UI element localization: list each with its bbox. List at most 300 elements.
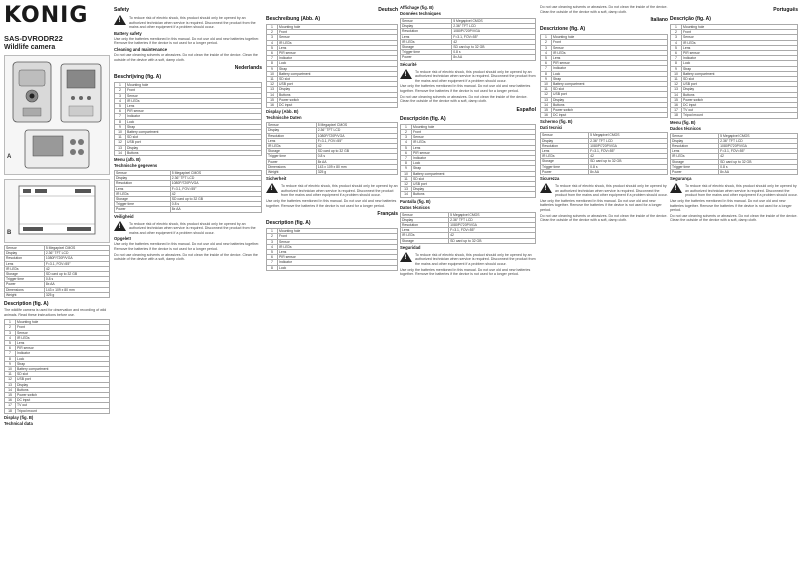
table-cell: 6: [267, 255, 278, 260]
table-cell: Display: [682, 87, 798, 92]
table-cell: 10: [541, 82, 552, 87]
table-cell: Strap: [278, 66, 398, 71]
table-cell: 3: [401, 135, 412, 140]
table-cell: 8x AA: [719, 170, 798, 175]
table-cell: DC input: [552, 113, 668, 118]
table-cell: Mounting hole: [278, 25, 398, 30]
table-cell: Trigger time: [401, 50, 452, 55]
table-cell: DC input: [278, 103, 398, 108]
table-cell: 14: [671, 92, 682, 97]
italian-safety-heading: Sicurezza: [540, 176, 560, 182]
table-cell: 4: [5, 335, 16, 340]
table-cell: Trigger time: [541, 164, 589, 169]
table-cell: Front: [278, 234, 398, 239]
table-cell: 9: [267, 66, 278, 71]
table-cell: 1: [671, 25, 682, 30]
table-cell: 2.36" TFT LCD: [449, 217, 536, 222]
table-cell: 7: [267, 56, 278, 61]
table-cell: 0.8 s: [316, 154, 397, 159]
german-heading: Beschreibung (Abb. A): [266, 16, 320, 22]
table-cell: Resolution: [5, 256, 45, 261]
table-cell: 5 Megapixel CMOS: [170, 171, 261, 176]
table-cell: 1080P/720P/VGA: [589, 143, 668, 148]
table-cell: 1: [115, 83, 126, 88]
dutch-warning: [114, 221, 262, 236]
table-cell: Mounting hole: [278, 229, 398, 234]
table-row: [541, 169, 668, 174]
table-cell: Front: [16, 325, 110, 330]
table-cell: Front: [278, 30, 398, 35]
table-cell: 17: [5, 403, 16, 408]
table-cell: 6: [541, 61, 552, 66]
table-cell: 10: [401, 171, 412, 176]
table-cell: Display: [552, 97, 668, 102]
table-row: [541, 113, 668, 118]
table-cell: Battery compartment: [278, 71, 398, 76]
table-cell: 2.36" TFT LCD: [44, 251, 109, 256]
french-menu-heading: Affichage (fig. B): [400, 5, 434, 10]
table-cell: 12: [115, 140, 126, 145]
table-cell: Indicator: [16, 351, 110, 356]
table-cell: 14: [267, 92, 278, 97]
table-cell: Lock: [552, 71, 668, 76]
table-cell: 325 g: [316, 170, 397, 175]
table-cell: IR LEDs: [126, 98, 262, 103]
battery-text: Use only the batteries mentioned in this manual. Do not use old and new batteries together. Remove the batteries if the device is not used for a longer period.: [114, 36, 260, 46]
table-cell: Indicator: [278, 56, 398, 61]
table-cell: Lens: [401, 228, 449, 233]
table-cell: 1080P/720P/VGA: [316, 133, 397, 138]
table-cell: Power switch: [278, 97, 398, 102]
table-cell: 8x AA: [316, 159, 397, 164]
cleaning-text: Do not use cleaning solvents or abrasives. Do not clean the inside of the device. Clean the outside of the device with a soft, damp cloth.: [114, 52, 258, 62]
dutch-battery-text: Use only the batteries mentioned in this manual. Do not use old and new batteries together. Remove the batteries if the device is not used for a longer period.: [114, 242, 260, 251]
table-cell: Power: [5, 282, 45, 287]
table-cell: Lock: [682, 61, 798, 66]
table-cell: Sensor: [278, 35, 398, 40]
table-cell: Resolution: [267, 133, 317, 138]
table-cell: 7: [5, 351, 16, 356]
table-cell: Front: [126, 88, 262, 93]
product-name: Wildlife camera: [4, 44, 56, 51]
table-cell: Weight: [5, 292, 45, 297]
table-cell: 17: [671, 108, 682, 113]
italian-tech-heading: Dati tecnici: [540, 125, 563, 131]
italian-header: Italiano: [650, 17, 668, 24]
table-cell: 13: [671, 87, 682, 92]
dutch-menu-heading: Menu (afb. B): [114, 157, 141, 162]
table-cell: Display: [115, 176, 171, 181]
table-cell: 7: [267, 260, 278, 265]
table-cell: Front: [682, 30, 798, 35]
table-cell: USB port: [126, 140, 262, 145]
german-tech-heading: Technische Daten: [266, 115, 302, 121]
table-cell: 8: [115, 119, 126, 124]
table-cell: Lens: [412, 145, 536, 150]
table-cell: Mounting hole: [16, 320, 110, 325]
table-cell: Storage: [115, 197, 171, 202]
table-cell: 8: [5, 356, 16, 361]
table-cell: TV out: [682, 108, 798, 113]
figure-a: [4, 55, 110, 175]
table-cell: 143 x 109 x 80 mm: [44, 287, 109, 292]
italian-battery-text: Use only the batteries mentioned in this manual. Do not use old and new batteries together. Remove the batteries if the device is not used for a longer period.: [540, 198, 662, 213]
table-cell: 6: [5, 346, 16, 351]
german-safety-heading: Sicherheit: [266, 176, 287, 182]
portuguese-parts-table: [670, 24, 798, 119]
cleaning-heading: Cleaning and maintenance: [114, 46, 168, 52]
table-cell: Buttons: [412, 192, 536, 197]
spanish-parts-table: [400, 124, 536, 198]
table-cell: 7: [541, 66, 552, 71]
table-cell: 325 g: [44, 292, 109, 297]
table-cell: PIR sensor: [126, 109, 262, 114]
table-cell: Sensor: [126, 93, 262, 98]
table-cell: Dimensions: [5, 287, 45, 292]
table-cell: Buttons: [552, 102, 668, 107]
table-cell: 7: [401, 156, 412, 161]
table-cell: Front: [552, 40, 668, 45]
portuguese-cleaning-text: Do not use cleaning solvents or abrasives. Do not clean the inside of the device. Clean the outside of the device with a soft, damp cloth.: [670, 213, 798, 223]
table-cell: Dimensions: [267, 164, 317, 169]
table-cell: 8: [401, 161, 412, 166]
table-cell: 5: [401, 145, 412, 150]
spanish-battery-text: Use only the batteries mentioned in this manual. Do not use old and new batteries together. Remove the batteries if the device is not used for a longer period.: [400, 267, 531, 277]
table-cell: Strap: [126, 124, 262, 129]
table-cell: 15: [671, 97, 682, 102]
table-cell: USB port: [412, 182, 536, 187]
table-cell: Power switch: [552, 108, 668, 113]
table-cell: SD slot: [412, 176, 536, 181]
table-cell: Lock: [412, 161, 536, 166]
table-cell: 12: [401, 182, 412, 187]
table-cell: DC input: [16, 398, 110, 403]
warning-icon: !: [400, 252, 412, 262]
german-spec-table: [266, 122, 398, 175]
table-cell: Resolution: [115, 181, 171, 186]
table-cell: Display: [541, 138, 589, 143]
model-number: SAS-DVRODR22: [4, 34, 63, 43]
german-parts-table: [266, 24, 398, 108]
table-cell: IR LEDs: [412, 140, 536, 145]
table-cell: 0.8 s: [44, 277, 109, 282]
french-tech-heading: Données techniques: [400, 11, 441, 16]
spanish-header: Español: [516, 106, 536, 113]
table-cell: Battery compartment: [412, 171, 536, 176]
table-cell: Trigger time: [267, 154, 317, 159]
table-cell: 4: [401, 140, 412, 145]
table-cell: 42: [719, 154, 798, 159]
table-cell: Storage: [401, 45, 452, 50]
table-cell: 2: [401, 129, 412, 134]
table-cell: 3: [267, 239, 278, 244]
dutch-cleaning-text: Do not use cleaning solvents or abrasives. Do not clean the inside of the device. Clean the outside of the device with a soft, damp cloth.: [114, 252, 258, 262]
table-cell: Lens: [682, 45, 798, 50]
table-cell: 13: [401, 187, 412, 192]
table-cell: IR LEDs: [278, 40, 398, 45]
table-cell: Indicator: [552, 66, 668, 71]
table-cell: Storage: [5, 272, 45, 277]
italian-parts-table: [540, 34, 668, 118]
table-cell: Trigger time: [5, 277, 45, 282]
table-cell: 1: [541, 35, 552, 40]
table-cell: 5 Megapixel CMOS: [452, 19, 536, 24]
table-cell: Sensor: [278, 239, 398, 244]
table-cell: 42: [44, 266, 109, 271]
italian-safety-text: To reduce risk of electric shock, this product should only be opened by an authorized technician when service is required. Disconnect the product from the mains and other equipment if a problem should occur.: [555, 184, 668, 198]
table-cell: 4: [267, 40, 278, 45]
table-cell: F=3.1, FOV=55°: [449, 228, 536, 233]
table-cell: 4: [267, 244, 278, 249]
spanish-spec-table: [400, 212, 536, 244]
english-intro: The wildlife camera is used for observation and recording of wild animals. Read these instructions before use.: [4, 308, 107, 317]
table-cell: 15: [5, 393, 16, 398]
table-cell: 2: [541, 40, 552, 45]
italian-spec-table: [540, 132, 668, 175]
table-cell: 5: [115, 103, 126, 108]
figure-b: [4, 179, 110, 243]
table-cell: 5: [671, 45, 682, 50]
table-cell: Indicator: [412, 156, 536, 161]
table-cell: 9: [671, 66, 682, 71]
table-cell: 10: [115, 129, 126, 134]
brand-logo: KÖNIG: [4, 4, 89, 28]
dutch-notice-heading: Opgelet!: [114, 236, 131, 242]
table-cell: 5: [5, 341, 16, 346]
table-cell: Display: [267, 128, 317, 133]
spanish-cleaning-text: Do not use cleaning solvents or abrasives. Do not clean the inside of the device. Clean the outside of the device with a soft, damp cloth.: [540, 5, 668, 14]
column-french-spanish: [400, 4, 536, 564]
table-cell: 2.36" TFT LCD: [589, 138, 668, 143]
table-cell: Lens: [671, 149, 719, 154]
table-cell: Lock: [16, 356, 110, 361]
table-cell: Strap: [16, 361, 110, 366]
table-cell: IR LEDs: [278, 244, 398, 249]
table-cell: Resolution: [541, 143, 589, 148]
table-cell: 10: [267, 71, 278, 76]
table-cell: 8x AA: [44, 282, 109, 287]
table-cell: 9: [5, 361, 16, 366]
table-cell: Display: [5, 251, 45, 256]
table-cell: Battery compartment: [552, 82, 668, 87]
safety-text: To reduce risk of electric shock, this product should only be opened by an authorized technician when service is required. Disconnect the product from the mains and other equipment if a problem should occur.: [129, 16, 256, 30]
table-cell: 12: [267, 82, 278, 87]
table-cell: 11: [671, 77, 682, 82]
portuguese-menu-heading: Menu (fig. B): [670, 119, 696, 125]
spanish-safety-heading: Seguridad: [400, 244, 421, 250]
table-cell: Trigger time: [671, 164, 719, 169]
table-cell: Display: [401, 217, 449, 222]
table-cell: 5 Megapixel CMOS: [316, 123, 397, 128]
table-cell: 5 Megapixel CMOS: [719, 133, 798, 138]
dutch-safety-heading: Veiligheid: [114, 213, 134, 219]
portuguese-safety-text: To reduce risk of electric shock, this product should only be opened by an authorized technician when service is required. Disconnect the product from the mains and other equipment if a problem should occur.: [685, 184, 798, 198]
table-cell: Lens: [541, 149, 589, 154]
table-cell: Sensor: [401, 19, 452, 24]
table-row: [401, 238, 536, 243]
table-row: [671, 170, 798, 175]
table-cell: USB port: [552, 92, 668, 97]
column-safety-dutch: [114, 4, 262, 564]
table-cell: Power: [267, 159, 317, 164]
table-cell: 2.36" TFT LCD: [316, 128, 397, 133]
portuguese-battery-text: Use only the batteries mentioned in this manual. Do not use old and new batteries together. Remove the batteries if the device is not used for a longer period.: [670, 199, 792, 213]
table-cell: PIR sensor: [682, 51, 798, 56]
table-cell: Lock: [278, 61, 398, 66]
warning-icon: !: [400, 69, 412, 79]
french-header: Français: [377, 211, 398, 218]
table-cell: SD slot: [552, 87, 668, 92]
table-cell: 1080P/720P/VGA: [719, 144, 798, 149]
table-cell: IR LEDs: [682, 40, 798, 45]
english-menu-heading: Display (fig. B): [4, 414, 34, 420]
table-row: [267, 103, 398, 108]
dutch-header: Nederlands: [234, 65, 262, 72]
table-cell: 1080P/720P/VGA: [449, 223, 536, 228]
table-cell: Lock: [278, 265, 398, 270]
table-cell: 1: [267, 25, 278, 30]
camera-drawing: [5, 56, 109, 174]
table-cell: Power: [115, 207, 171, 212]
table-row: [115, 207, 262, 212]
table-cell: IR LEDs: [552, 50, 668, 55]
table-cell: Storage: [541, 159, 589, 164]
table-row: [5, 408, 110, 413]
table-cell: 2: [671, 30, 682, 35]
spec-table-cover: [4, 245, 110, 298]
table-cell: 14: [5, 387, 16, 392]
dutch-heading: Beschrijving (fig. A): [114, 74, 162, 81]
table-cell: IR LEDs: [541, 154, 589, 159]
table-cell: Storage: [671, 159, 719, 164]
table-cell: SD card up to 32 GB: [452, 45, 536, 50]
table-cell: 7: [115, 114, 126, 119]
table-cell: Display: [16, 382, 110, 387]
english-tech-heading: Technical data: [4, 420, 33, 426]
portuguese-warning: [670, 183, 798, 198]
table-cell: 8: [671, 61, 682, 66]
french-safety-text: To reduce risk of electric shock, this product should only be opened by an authorized technician when service is required. Disconnect the product from the mains and other equipment if a problem should occur.: [415, 69, 536, 83]
table-cell: SD card up to 32 GB: [719, 159, 798, 164]
table-cell: Battery compartment: [16, 367, 110, 372]
portuguese-header: Português: [773, 7, 798, 13]
table-cell: 10: [671, 71, 682, 76]
table-cell: Mounting hole: [552, 35, 668, 40]
table-cell: Display: [412, 187, 536, 192]
french-spec-table: [400, 18, 536, 61]
dutch-safety-text: To reduce risk of electric shock, this product should only be opened by an authorized technician when service is required. Disconnect the product from the mains and other equipment if a problem should occur.: [129, 221, 256, 235]
table-cell: 6: [671, 51, 682, 56]
table-cell: Mounting hole: [682, 25, 798, 30]
french-battery-text: Use only the batteries mentioned in this manual. Do not use old and new batteries together. Remove the batteries if the device is not used for a longer period.: [400, 84, 531, 93]
spanish-safety-text: To reduce risk of electric shock, this product should only be opened by an authorized technician when service is required. Disconnect the product from the mains and other equipment if a problem should occur.: [415, 252, 536, 267]
table-cell: 14: [115, 150, 126, 155]
warning-icon: !: [114, 221, 126, 231]
table-cell: 8x AA: [170, 207, 261, 212]
table-row: [671, 113, 798, 118]
table-cell: 8: [267, 265, 278, 270]
spanish-warning: [400, 252, 536, 267]
column-german: [266, 4, 398, 564]
table-cell: USB port: [278, 82, 398, 87]
table-cell: Sensor: [115, 171, 171, 176]
warning-icon: !: [114, 15, 126, 25]
table-cell: F=3.1, FOV=55°: [44, 261, 109, 266]
table-cell: Weight: [267, 170, 317, 175]
table-cell: Front: [412, 129, 536, 134]
table-cell: Trigger time: [115, 202, 171, 207]
dutch-tech-heading: Technische gegevens: [114, 163, 158, 168]
table-cell: 42: [452, 39, 536, 44]
table-cell: Buttons: [278, 92, 398, 97]
table-cell: 15: [541, 108, 552, 113]
table-cell: 11: [541, 87, 552, 92]
table-cell: 42: [170, 191, 261, 196]
table-cell: 2: [5, 325, 16, 330]
table-cell: 42: [449, 233, 536, 238]
table-cell: 5 Megapixel CMOS: [449, 212, 536, 217]
figure-a-label: A: [7, 154, 12, 160]
portuguese-heading: Descrição (fig. A): [670, 16, 711, 22]
warning-icon: !: [670, 183, 682, 193]
table-cell: 3: [115, 93, 126, 98]
table-cell: 3: [541, 45, 552, 50]
table-cell: 10: [5, 367, 16, 372]
table-cell: 2: [267, 30, 278, 35]
table-cell: 2.36" TFT LCD: [719, 138, 798, 143]
table-cell: Resolution: [401, 29, 452, 34]
table-cell: Power switch: [16, 393, 110, 398]
table-cell: 8: [267, 61, 278, 66]
table-cell: Lens: [401, 34, 452, 39]
table-cell: Sensor: [5, 246, 45, 251]
table-cell: SD slot: [16, 372, 110, 377]
table-cell: Lens: [126, 103, 262, 108]
table-cell: IR LEDs: [16, 335, 110, 340]
table-cell: 13: [115, 145, 126, 150]
spanish-tech-heading: Datos técnicos: [400, 204, 430, 210]
table-cell: 2: [267, 234, 278, 239]
table-cell: SD card up to 32 GB: [589, 159, 668, 164]
table-cell: 1: [5, 320, 16, 325]
safety-heading: Safety: [114, 7, 130, 13]
table-cell: Indicator: [126, 114, 262, 119]
table-cell: 11: [401, 176, 412, 181]
table-cell: Strap: [412, 166, 536, 171]
table-cell: 11: [5, 372, 16, 377]
figure-b-label: B: [7, 230, 12, 236]
table-cell: 13: [5, 382, 16, 387]
table-cell: SD card up to 32 GB: [316, 149, 397, 154]
german-menu-heading: Display (Abb. B): [266, 109, 299, 115]
battery-heading: Battery safety: [114, 30, 142, 36]
table-cell: F=3.1, FOV=55°: [170, 186, 261, 191]
table-cell: Sensor: [671, 133, 719, 138]
table-cell: Lock: [126, 119, 262, 124]
table-cell: 6: [115, 109, 126, 114]
table-cell: 14: [541, 102, 552, 107]
italian-warning: [540, 183, 668, 198]
table-cell: Mounting hole: [412, 124, 536, 129]
table-cell: 1080P/720P/VGA: [44, 256, 109, 261]
table-cell: 11: [267, 77, 278, 82]
table-cell: F=3.1, FOV=55°: [719, 149, 798, 154]
table-cell: Power switch: [682, 97, 798, 102]
table-cell: Sensor: [541, 133, 589, 138]
table-cell: Mounting hole: [126, 83, 262, 88]
table-cell: 0.8 s: [452, 50, 536, 55]
table-cell: Strap: [552, 76, 668, 81]
